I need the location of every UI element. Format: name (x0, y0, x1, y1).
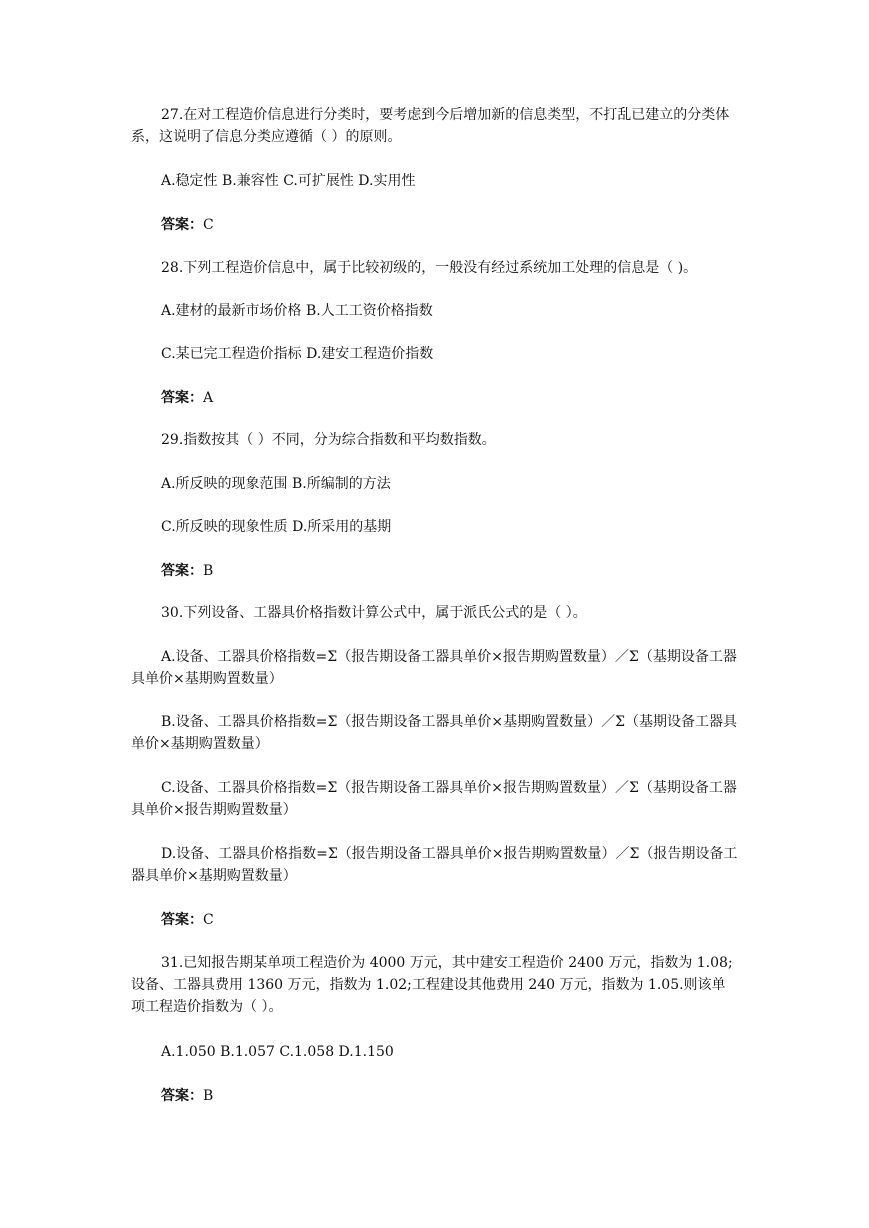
question-27-answer (161, 214, 214, 236)
answer-label: 答案： (161, 217, 203, 233)
answer-value: C (203, 217, 214, 233)
question-29-option-line-2: C.所反映的现象性质 D.所采用的基期 (161, 519, 392, 535)
question-30-option-b: B.设备、工器具价格指数=Σ（报告期设备工器具单价×基期购置数量）／Σ（基期设备工器具单价×基期购置数量） (131, 714, 737, 752)
answer-value: C (203, 912, 214, 928)
question-31-answer (161, 1085, 213, 1107)
answer-label: 答案： (161, 563, 203, 579)
question-30-stem: 30.下列设备、工器具价格指数计算公式中，属于派氏公式的是（ ）。 (161, 605, 587, 621)
answer-label: 答案： (161, 1088, 203, 1104)
question-27-options: A.稳定性 B.兼容性 C.可扩展性 D.实用性 (161, 173, 416, 189)
question-30-option-c: C.设备、工器具价格指数=Σ（报告期设备工器具单价×报告期购置数量）／Σ（基期设备工器具单价×报告期购置数量） (131, 780, 737, 818)
question-28-answer (161, 387, 213, 409)
question-29-answer (161, 560, 213, 582)
answer-value: B (203, 563, 214, 579)
question-28-option-line-1: A.建材的最新市场价格 B.人工工资价格指数 (161, 303, 433, 319)
question-27-stem: 27.在对工程造价信息进行分类时，要考虑到今后增加新的信息类型，不打乱已建立的分类体系，这说明了信息分类应遵循（ ）的原则。 (131, 107, 730, 145)
question-28-stem: 28.下列工程造价信息中，属于比较初级的，一般没有经过系统加工处理的信息是（ )。 (161, 260, 698, 276)
answer-label: 答案： (161, 390, 203, 406)
question-29-stem: 29.指数按其（ ）不同，分为综合指数和平均数指数。 (161, 432, 496, 448)
answer-label: 答案： (161, 912, 203, 928)
question-29-option-line-1: A.所反映的现象范围 B.所编制的方法 (161, 476, 391, 492)
question-30-option-a: A.设备、工器具价格指数=Σ（报告期设备工器具单价×报告期购置数量）／Σ（基期设备工器具单价×基期购置数量） (131, 649, 737, 687)
answer-value: B (203, 1088, 214, 1104)
question-28-option-line-2: C.某已完工程造价指标 D.建安工程造价指数 (161, 346, 434, 362)
question-30-option-d: D.设备、工器具价格指数=Σ（报告期设备工器具单价×报告期购置数量）／Σ（报告期设备工器具单价×基期购置数量） (131, 846, 738, 884)
question-31-options: A.1.050 B.1.057 C.1.058 D.1.150 (161, 1044, 394, 1060)
question-31-stem: 31.已知报告期某单项工程造价为 4000 万元，其中建安工程造价 2400 万元，指数为 1.08;设备、工器具费用 1360 万元，指数为 1.02;工程建设其他费用 240 万元，指数为 1.05.则该单项工程造价指数为（ ）。 (131, 955, 733, 1015)
question-30-answer (161, 909, 214, 931)
answer-value: A (203, 390, 214, 406)
